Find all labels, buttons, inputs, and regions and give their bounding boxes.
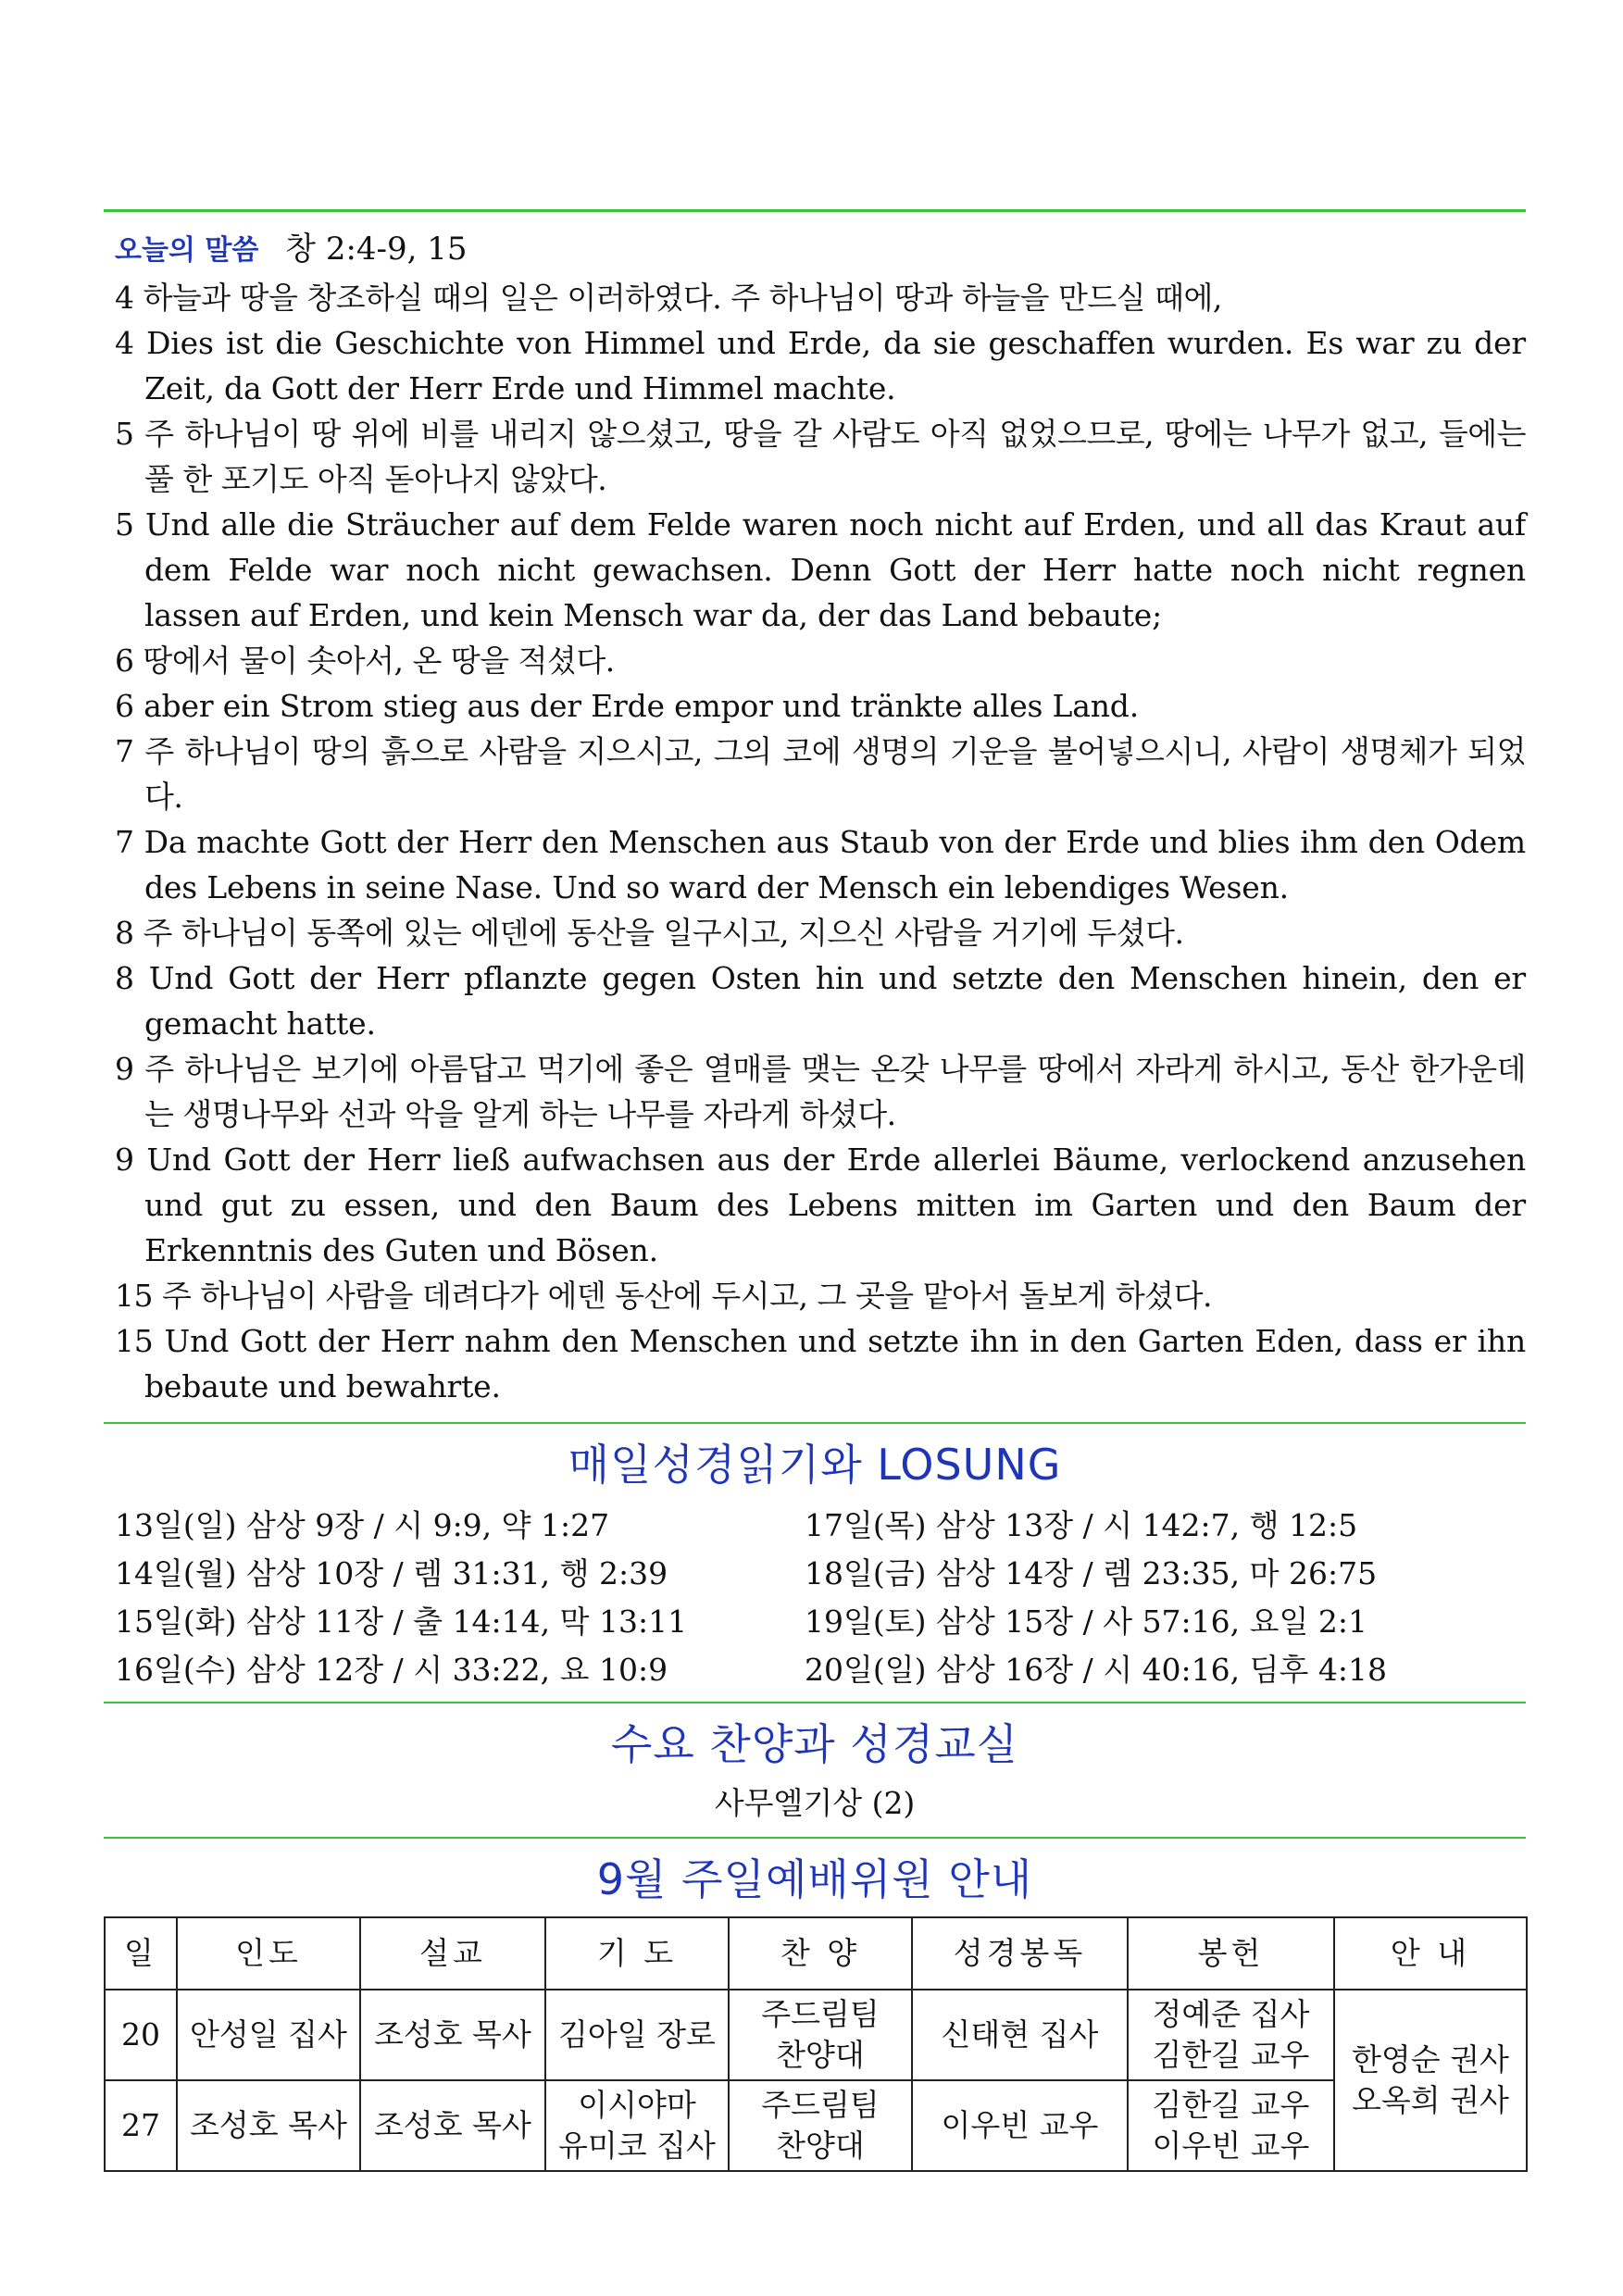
bulletin-page bbox=[104, 0, 1526, 2172]
praise-name: 주드림팀 bbox=[761, 2087, 880, 2123]
table-row bbox=[105, 1990, 1527, 2080]
lead-cell: 안성일 집사 bbox=[177, 1990, 360, 2080]
offering-name: 이우빈 교우 bbox=[1152, 2128, 1310, 2164]
col-header-praise: 찬 양 bbox=[729, 1917, 912, 1990]
col-header-lead: 인도 bbox=[177, 1917, 360, 1990]
wednesday-subtitle: 사무엘기상 (2) bbox=[714, 1785, 916, 1821]
offering-cell bbox=[1128, 1990, 1334, 2080]
today-word-header bbox=[104, 229, 1526, 271]
duty-title: 9월 주일예배위원 안내 bbox=[596, 1854, 1033, 1904]
verse-de: 15 Und Gott der Herr nahm den Menschen und setzte ihn in den Garten Eden, dass er ihn bebaute und bewahrte. bbox=[115, 1323, 1526, 1404]
daily-reading-title: 매일성경읽기와 LOSUNG bbox=[568, 1440, 1062, 1490]
daily-reading-list bbox=[104, 1502, 1526, 1694]
prayer-cell bbox=[545, 1990, 729, 2080]
offering-name: 정예준 집사 bbox=[1152, 1996, 1310, 2032]
day-cell: 20 bbox=[105, 1990, 177, 2080]
sermon-cell: 조성호 목사 bbox=[360, 1990, 545, 2080]
verse-ko: 15 주 하나님이 사람을 데려다가 에덴 동산에 두시고, 그 곳을 맡아서 돌보게 하셨다. bbox=[115, 1278, 1212, 1314]
lead-cell: 조성호 목사 bbox=[177, 2080, 360, 2171]
praise-name: 찬양대 bbox=[776, 2037, 865, 2073]
col-header-offering: 봉헌 bbox=[1128, 1917, 1334, 1990]
reading-item: 16일(수) 삼상 12장 / 시 33:22, 요 10:9 bbox=[115, 1652, 668, 1688]
reading-item: 20일(일) 삼상 16장 / 시 40:16, 딤후 4:18 bbox=[805, 1652, 1387, 1688]
reading-item: 13일(일) 삼상 9장 / 시 9:9, 약 1:27 bbox=[115, 1507, 610, 1543]
reading-item: 18일(금) 삼상 14장 / 렘 23:35, 마 26:75 bbox=[805, 1555, 1378, 1591]
prayer-cell bbox=[545, 2080, 729, 2171]
verse-de: 9 Und Gott der Herr ließ aufwachsen aus der Erde allerlei Bäume, verlockend anzusehen und gut zu essen, und den Baum des Lebens mitten im Garten und den Baum der Erkenntnis des Guten und Bösen. bbox=[115, 1142, 1526, 1268]
praise-name: 주드림팀 bbox=[761, 1996, 880, 2032]
duty-table bbox=[104, 1916, 1528, 2172]
today-word-label: 오늘의 말씀 bbox=[115, 234, 259, 267]
col-header-day: 일 bbox=[105, 1917, 177, 1990]
duty-header-row bbox=[105, 1917, 1527, 1990]
prayer-name: 이시야마 bbox=[578, 2087, 696, 2123]
reading-item: 15일(화) 삼상 11장 / 출 14:14, 막 13:11 bbox=[115, 1603, 688, 1640]
verse-de: 5 Und alle die Sträucher auf dem Felde waren noch nicht auf Erden, und all das Kraut auf dem Felde war noch nicht gewachsen. Denn Gott der Herr hatte noch nicht regnen lassen auf Erden, und kein Mensch war da, der das Land bebaute; bbox=[115, 506, 1526, 633]
reading-cell: 이우빈 교우 bbox=[912, 2080, 1128, 2171]
usher-name: 한영순 권사 bbox=[1352, 2041, 1509, 2078]
section-divider bbox=[104, 1422, 1526, 1424]
section-divider bbox=[104, 1702, 1526, 1703]
sermon-cell: 조성호 목사 bbox=[360, 2080, 545, 2171]
reading-item: 19일(토) 삼상 15장 / 사 57:16, 요일 2:1 bbox=[805, 1603, 1368, 1640]
wednesday-title: 수요 찬양과 성경교실 bbox=[610, 1719, 1019, 1769]
verse-de: 8 Und Gott der Herr pflanzte gegen Osten hin und setzte den Menschen hinein, den er gemacht hatte. bbox=[115, 960, 1526, 1042]
verse-ko: 6 땅에서 물이 솟아서, 온 땅을 적셨다. bbox=[115, 643, 615, 679]
verse-ko: 5 주 하나님이 땅 위에 비를 내리지 않으셨고, 땅을 갈 사람도 아직 없었으므로, 땅에는 나무가 없고, 들에는 풀 한 포기도 아직 돋아나지 않았다. bbox=[115, 416, 1526, 497]
verse-ko: 4 하늘과 땅을 창조하실 때의 일은 이러하였다. 주 하나님이 땅과 하늘을 만드실 때에, bbox=[115, 280, 1222, 316]
reading-cell: 신태현 집사 bbox=[912, 1990, 1128, 2080]
day-cell: 27 bbox=[105, 2080, 177, 2171]
col-header-ushers: 안 내 bbox=[1334, 1917, 1527, 1990]
verse-ko: 8 주 하나님이 동쪽에 있는 에덴에 동산을 일구시고, 지으신 사람을 거기에 두셨다. bbox=[115, 915, 1184, 951]
offering-name: 김한길 교우 bbox=[1152, 2037, 1310, 2073]
verse-ko: 7 주 하나님이 땅의 흙으로 사람을 지으시고, 그의 코에 생명의 기운을 불어넣으시니, 사람이 생명체가 되었다. bbox=[115, 733, 1526, 815]
col-header-reading: 성경봉독 bbox=[912, 1917, 1128, 1990]
reading-item: 14일(월) 삼상 10장 / 렘 31:31, 행 2:39 bbox=[115, 1555, 668, 1591]
prayer-name: 김아일 장로 bbox=[558, 2016, 716, 2053]
reading-item: 17일(목) 삼상 13장 / 시 142:7, 행 12:5 bbox=[805, 1507, 1358, 1543]
verse-list bbox=[104, 275, 1526, 1409]
praise-name: 찬양대 bbox=[776, 2128, 865, 2164]
verse-de: 4 Dies ist die Geschichte von Himmel und Erde, da sie geschaffen wurden. Es war zu der Zeit, da Gott der Herr Erde und Himmel machte. bbox=[115, 325, 1526, 406]
offering-cell bbox=[1128, 2080, 1334, 2171]
top-divider bbox=[104, 209, 1526, 212]
usher-name: 오옥희 권사 bbox=[1352, 2082, 1509, 2118]
verse-ko: 9 주 하나님은 보기에 아름답고 먹기에 좋은 열매를 맺는 온갖 나무를 땅에서 자라게 하시고, 동산 한가운데는 생명나무와 선과 악을 알게 하는 나무를 자라게 하셨다. bbox=[115, 1051, 1526, 1132]
table-row bbox=[105, 2080, 1527, 2171]
praise-cell bbox=[729, 1990, 912, 2080]
ushers-cell bbox=[1334, 1990, 1527, 2171]
col-header-sermon: 설교 bbox=[360, 1917, 545, 1990]
praise-cell bbox=[729, 2080, 912, 2171]
offering-name: 김한길 교우 bbox=[1152, 2087, 1310, 2123]
section-divider bbox=[104, 1837, 1526, 1839]
today-word-reference: 창 2:4-9, 15 bbox=[285, 231, 468, 268]
col-header-prayer: 기 도 bbox=[545, 1917, 729, 1990]
verse-de: 7 Da machte Gott der Herr den Menschen aus Staub von der Erde und blies ihm den Odem des Lebens in seine Nase. Und so ward der Mensch ein lebendiges Wesen. bbox=[115, 824, 1526, 905]
verse-de: 6 aber ein Strom stieg aus der Erde empor und tränkte alles Land. bbox=[115, 688, 1140, 724]
prayer-name: 유미코 집사 bbox=[558, 2128, 716, 2164]
